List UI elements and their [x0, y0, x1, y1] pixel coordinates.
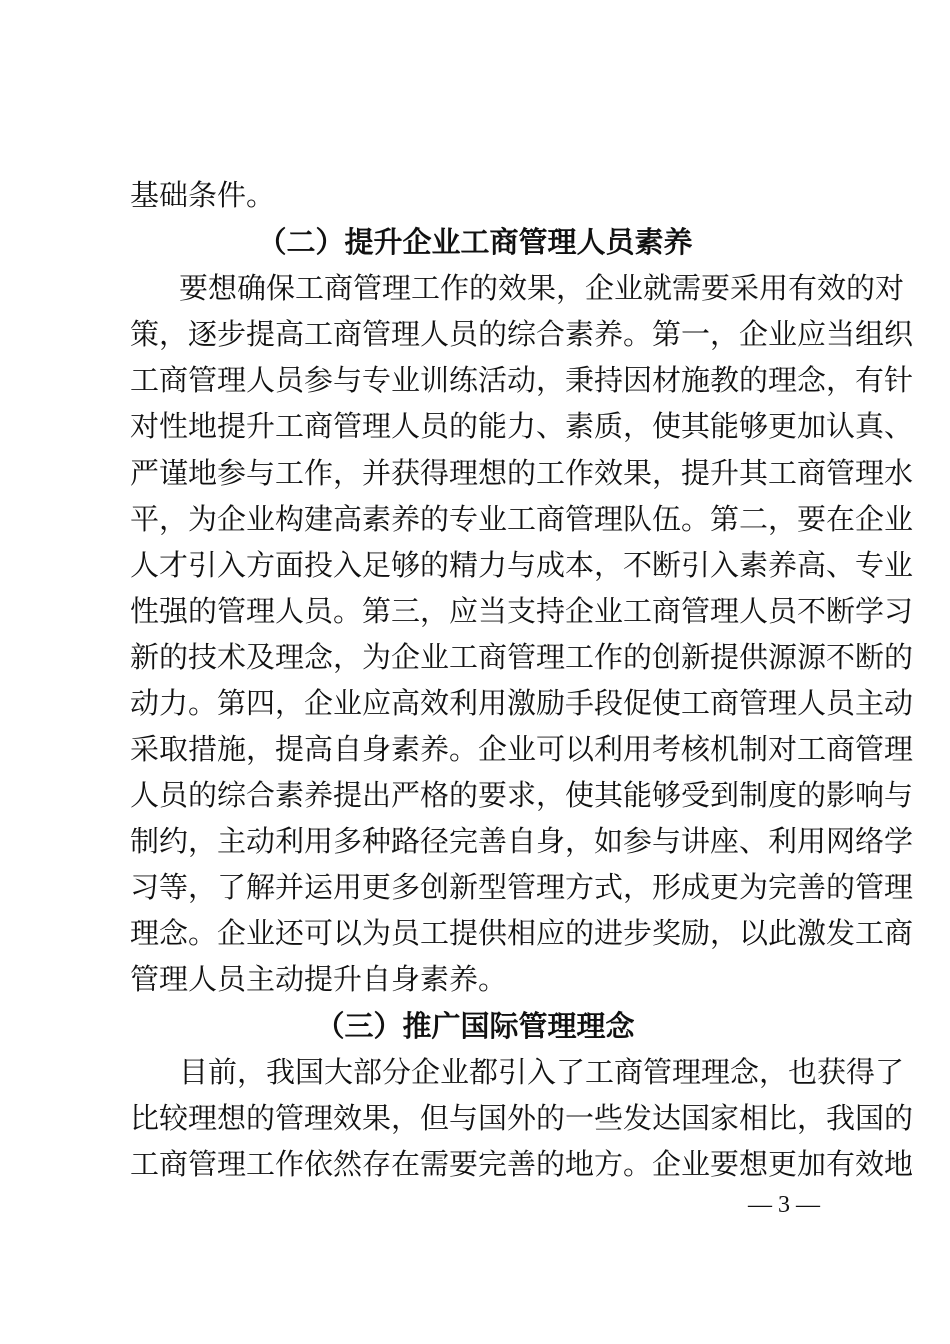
body-line: 工商管理工作依然存在需要完善的地方。企业要想更加有效地 [130, 1147, 914, 1181]
body-line: 工商管理人员参与专业训练活动，秉持因材施教的理念，有针 [130, 363, 914, 397]
body-line: 平，为企业构建高素养的专业工商管理队伍。第二，要在企业 [130, 502, 914, 536]
body-line: 目前，我国大部分企业都引入了工商管理理念，也获得了 [179, 1055, 905, 1089]
body-line: 人员的综合素养提出严格的要求，使其能够受到制度的影响与 [130, 778, 914, 812]
body-line: 制约，主动利用多种路径完善自身，如参与讲座、利用网络学 [130, 824, 914, 858]
section-heading-2: （二）提升企业工商管理人员素养 [257, 225, 693, 259]
page-number: — 3 — [748, 1192, 820, 1218]
body-line: 采取措施，提高自身素养。企业可以利用考核机制对工商管理 [130, 732, 914, 766]
body-line: 要想确保工商管理工作的效果，企业就需要采用有效的对 [179, 271, 905, 305]
body-line: 人才引入方面投入足够的精力与成本，不断引入素养高、专业 [130, 548, 914, 582]
body-line: 习等，了解并运用更多创新型管理方式，形成更为完善的管理 [130, 870, 914, 904]
body-line: 基础条件。 [130, 178, 276, 212]
body-line: 管理人员主动提升自身素养。 [130, 962, 508, 996]
body-line: 动力。第四，企业应高效利用激励手段促使工商管理人员主动 [130, 686, 914, 720]
body-line: 理念。企业还可以为员工提供相应的进步奖励，以此激发工商 [130, 916, 914, 950]
body-line: 新的技术及理念，为企业工商管理工作的创新提供源源不断的 [130, 640, 914, 674]
body-line: 对性地提升工商管理人员的能力、素质，使其能够更加认真、 [130, 409, 914, 443]
body-line: 比较理想的管理效果，但与国外的一些发达国家相比，我国的 [130, 1101, 914, 1135]
body-line: 性强的管理人员。第三，应当支持企业工商管理人员不断学习 [130, 594, 914, 628]
body-line: 严谨地参与工作，并获得理想的工作效果，提升其工商管理水 [130, 456, 914, 490]
section-heading-3: （三）推广国际管理理念 [315, 1009, 635, 1043]
body-line: 策，逐步提高工商管理人员的综合素养。第一，企业应当组织 [130, 317, 914, 351]
